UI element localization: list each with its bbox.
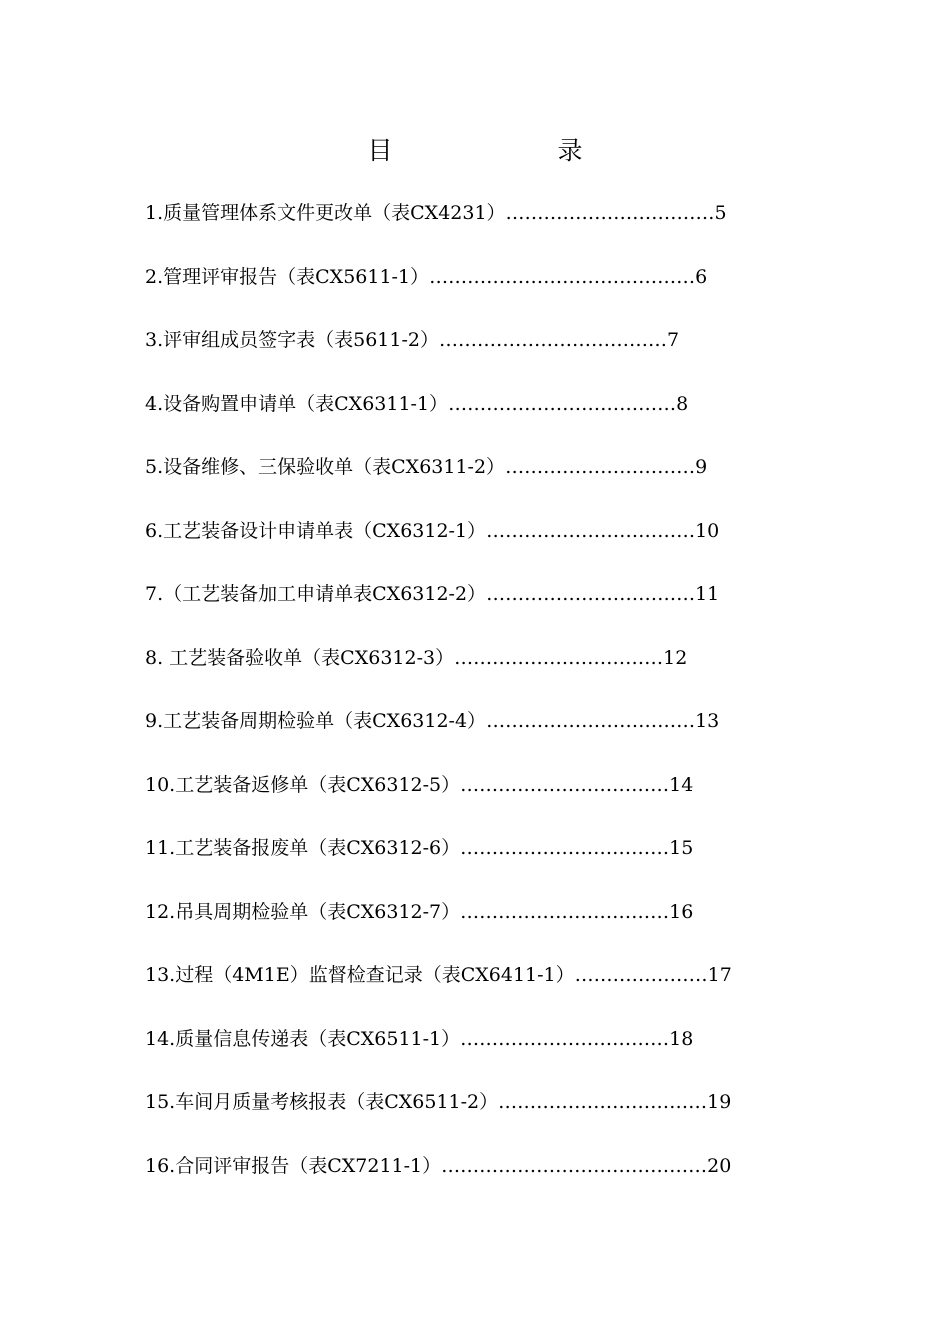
toc-entry-text: 16.合同评审报告（表CX7211-1）: [145, 1154, 442, 1177]
toc-entry: [145, 833, 805, 897]
toc-entry-text: 13.过程（4M1E）监督检查记录（表CX6411-1）: [145, 964, 575, 986]
toc-page-number: 17: [707, 964, 732, 986]
toc-leader: ……………………………: [498, 1091, 708, 1113]
toc-entry-text: 3.评审组成员签字表（表5611-2）: [145, 329, 439, 351]
toc-entry: [145, 516, 805, 580]
toc-page-number: 19: [707, 1091, 732, 1113]
toc-page-number: 9: [695, 456, 708, 478]
toc-leader: ……………………………: [460, 773, 670, 796]
toc-entry-text: 11.工艺装备报废单（表CX6312-6）: [145, 837, 461, 859]
toc-page-number: 18: [669, 1027, 694, 1050]
toc-page-number: 6: [695, 265, 708, 288]
toc-title: 目 录: [367, 136, 653, 165]
toc-entry: [145, 897, 805, 961]
toc-entry-text: 4.设备购置申请单（表CX6311-1）: [145, 392, 449, 415]
toc-leader: ……………………………: [486, 710, 696, 732]
toc-page-number: 10: [695, 519, 720, 542]
toc-page-number: 8: [676, 392, 689, 415]
toc-leader: ……………………………………: [429, 265, 696, 288]
toc-leader: ………………………………: [439, 329, 667, 351]
toc-leader: ………………………………: [448, 392, 677, 415]
toc-page-number: 20: [707, 1154, 732, 1177]
toc-entry: [145, 579, 805, 643]
toc-entry-text: 7.（工艺装备加工申请单表CX6312-2）: [145, 583, 487, 605]
toc-entry-text: 2.管理评审报告（表CX5611-1）: [145, 265, 430, 288]
toc-entry-text: 15.车间月质量考核报表（表CX6511-2）: [145, 1091, 499, 1113]
toc-page-number: 12: [663, 646, 688, 669]
toc-leader: ……………………………: [486, 583, 696, 605]
toc-leader: …………………: [574, 964, 708, 986]
toc-entry-text: 14.质量信息传递表（表CX6511-1）: [145, 1027, 461, 1050]
toc-leader: ……………………………: [454, 646, 664, 669]
toc-page-number: 16: [669, 900, 694, 923]
toc-entry: [145, 770, 805, 834]
toc-page-number: 13: [695, 710, 720, 732]
toc-entry: [145, 706, 805, 770]
toc-page-number: 7: [667, 329, 680, 351]
toc-page-number: 14: [669, 773, 694, 796]
toc-leader: ……………………………: [505, 202, 715, 224]
toc-entry-text: 9.工艺装备周期检验单（表CX6312-4）: [145, 710, 487, 732]
toc-leader: ……………………………: [460, 900, 670, 923]
toc-entry: [145, 389, 805, 453]
toc-leader: ……………………………: [460, 1027, 670, 1050]
toc-entry-text: 8. 工艺装备验收单（表CX6312-3）: [145, 646, 455, 669]
toc-entry-text: 12.吊具周期检验单（表CX6312-7）: [145, 900, 461, 923]
toc-entry-text: 5.设备维修、三保验收单（表CX6311-2）: [145, 456, 506, 478]
toc-entry-text: 1.质量管理体系文件更改单（表CX4231）: [145, 202, 506, 224]
toc-entry: [145, 198, 805, 262]
toc-entry: [145, 643, 805, 707]
toc-page-number: 5: [714, 202, 727, 224]
toc-page-number: 15: [669, 837, 694, 859]
toc-entry-text: 10.工艺装备返修单（表CX6312-5）: [145, 773, 461, 796]
toc-entry: [145, 1087, 805, 1151]
toc-entry: [145, 452, 805, 516]
toc-page-number: 11: [695, 583, 720, 605]
toc-entry: [145, 960, 805, 1024]
toc-entry-text: 6.工艺装备设计申请单表（CX6312-1）: [145, 519, 487, 542]
table-of-contents: [145, 198, 805, 1214]
toc-entry: [145, 1024, 805, 1088]
toc-leader: ……………………………: [460, 837, 670, 859]
toc-entry: [145, 325, 805, 389]
toc-leader: ……………………………………: [441, 1154, 708, 1177]
toc-leader: ……………………………: [486, 519, 696, 542]
toc-entry: [145, 262, 805, 326]
toc-entry: [145, 1151, 805, 1215]
toc-leader: …………………………: [505, 456, 696, 478]
